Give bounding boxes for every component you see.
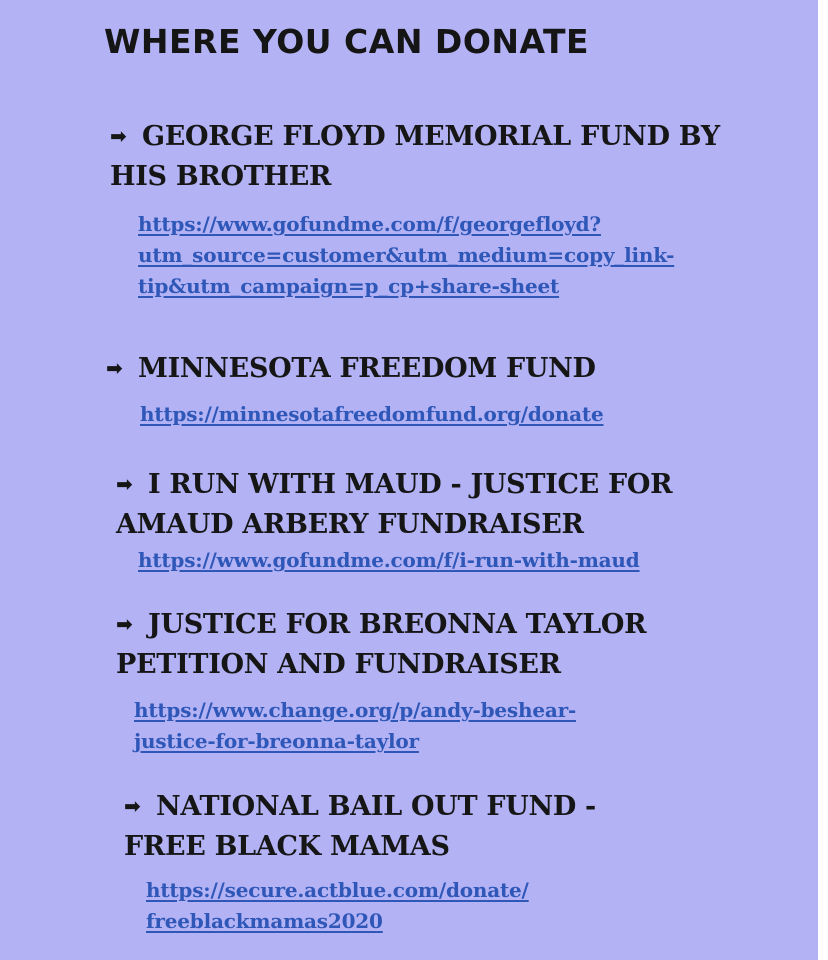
page-title: WHERE YOU CAN DONATE bbox=[104, 22, 590, 61]
arrow-right-icon: ➡ bbox=[110, 124, 127, 148]
item-heading bbox=[124, 786, 596, 827]
donation-item-bail-out-fund bbox=[124, 786, 596, 937]
donation-item-minnesota bbox=[106, 348, 603, 430]
donation-link[interactable]: justice-for-breonna-taylor bbox=[134, 729, 419, 753]
donation-link[interactable]: https://www.gofundme.com/f/i-run-with-maud bbox=[138, 548, 640, 572]
item-heading-line: NATIONAL BAIL OUT FUND - bbox=[156, 791, 596, 822]
donation-link[interactable]: https://www.change.org/p/andy-beshear- bbox=[134, 698, 577, 722]
item-heading-line: JUSTICE FOR BREONNA TAYLOR bbox=[148, 609, 647, 640]
item-heading bbox=[116, 464, 672, 505]
arrow-right-icon: ➡ bbox=[124, 794, 141, 818]
donation-item-ahmaud-arbery bbox=[116, 464, 672, 576]
donation-item-george-floyd bbox=[110, 116, 720, 302]
item-heading-line: HIS BROTHER bbox=[110, 161, 332, 192]
donation-link[interactable]: https://minnesotafreedomfund.org/donate bbox=[140, 402, 604, 426]
donation-link[interactable]: https://secure.actblue.com/donate/ bbox=[146, 878, 529, 902]
item-heading bbox=[110, 116, 720, 157]
item-heading-line: FREE BLACK MAMAS bbox=[124, 831, 450, 862]
donation-link[interactable]: https://www.gofundme.com/f/georgefloyd? bbox=[138, 212, 601, 236]
item-heading bbox=[116, 604, 646, 645]
donation-item-breonna-taylor bbox=[116, 604, 646, 757]
arrow-right-icon: ➡ bbox=[116, 472, 133, 496]
item-heading-line: AMAUD ARBERY FUNDRAISER bbox=[116, 509, 584, 540]
donation-link[interactable]: utm_source=customer&utm_medium=copy_link- bbox=[138, 243, 675, 267]
donation-link[interactable]: tip&utm_campaign=p_cp+share-sheet bbox=[138, 274, 560, 298]
item-heading-line: I RUN WITH MAUD - JUSTICE FOR bbox=[148, 469, 673, 500]
arrow-right-icon: ➡ bbox=[106, 356, 123, 380]
right-edge-strip bbox=[818, 0, 828, 960]
item-heading bbox=[106, 348, 603, 389]
item-heading-line: MINNESOTA FREEDOM FUND bbox=[138, 353, 596, 384]
donation-link[interactable]: freeblackmamas2020 bbox=[146, 909, 383, 933]
arrow-right-icon: ➡ bbox=[116, 612, 133, 636]
item-heading-line: PETITION AND FUNDRAISER bbox=[116, 649, 561, 680]
item-heading-line: GEORGE FLOYD MEMORIAL FUND BY bbox=[142, 121, 720, 152]
